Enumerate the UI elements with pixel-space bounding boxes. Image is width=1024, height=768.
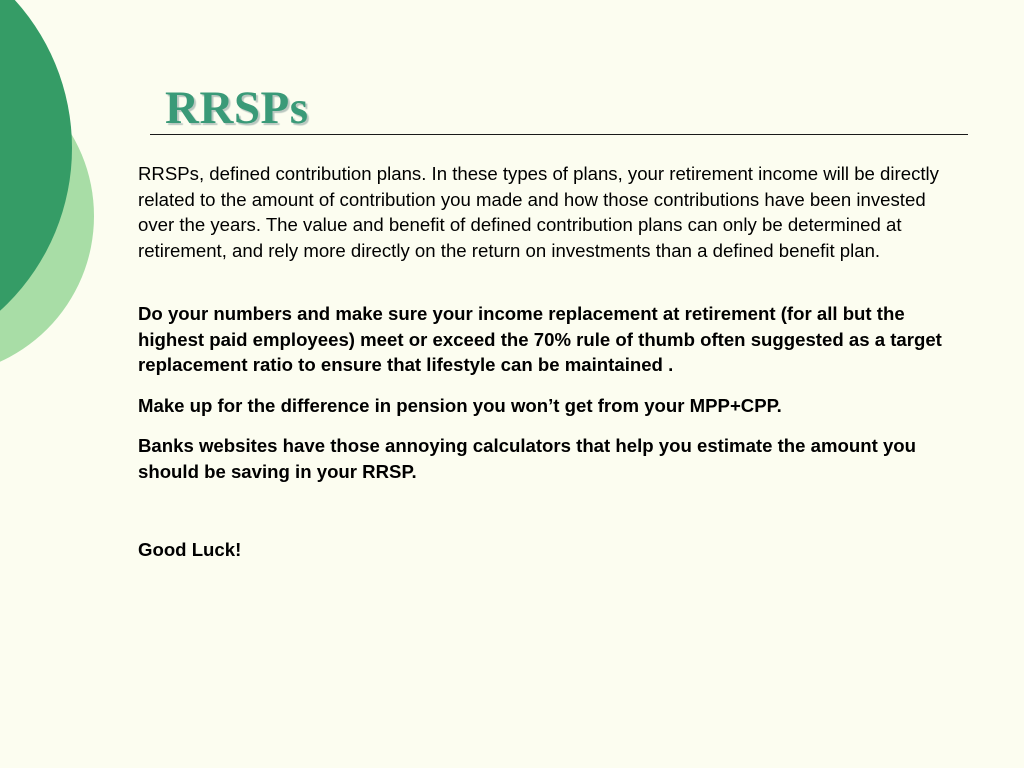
intro-paragraph: RRSPs, defined contribution plans. In these types of plans, your retirement income will be directly related to the amount of contribution you made and how those contributions have been invested over the years. The value and benefit of defined contribution plans can only be determined at retirement, and rely more directly on the return on investments than a defined benefit plan. [138,163,939,261]
bank-calculators-paragraph: Banks websites have those annoying calculators that help you estimate the amount you should be saving in your RRSP. [138,435,917,482]
income-replacement-paragraph: Do your numbers and make sure your income replacement at retirement (for all but the highest paid employees) meet or exceed the 70% rule of thumb often suggested as a target replacement ratio to ensure that lifestyle can be maintained . [138,303,942,375]
pension-difference-paragraph: Make up for the difference in pension you won’t get from your MPP+CPP. [138,394,782,416]
title-underline-divider [150,134,968,135]
slide-body [138,161,953,563]
closing-paragraph: Good Luck! [138,539,242,560]
slide-title: RRSPs [165,82,309,134]
